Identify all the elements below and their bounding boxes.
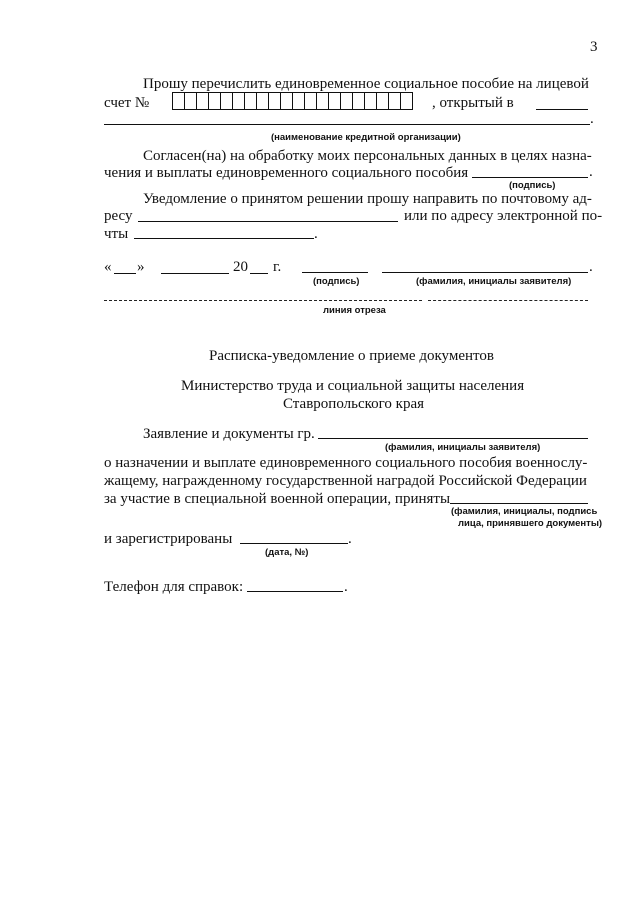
year-field[interactable] bbox=[250, 273, 268, 274]
cut-line-left bbox=[104, 300, 422, 301]
account-digit-box[interactable] bbox=[305, 92, 317, 110]
email-period: . bbox=[314, 226, 318, 242]
notice-line-2-mid: или по адресу электронной по- bbox=[404, 208, 603, 224]
receipt-body-1: о назначении и выплате единовременного социального пособия военнослу- bbox=[104, 455, 588, 471]
account-digit-box[interactable] bbox=[401, 92, 413, 110]
receipt-org-line-2: Ставропольского края bbox=[283, 396, 424, 412]
applicant-sign-caption: (подпись) bbox=[313, 276, 360, 287]
account-opened-in: , открытый в bbox=[432, 95, 514, 111]
account-digit-box[interactable] bbox=[221, 92, 233, 110]
receipt-registered: и зарегистрированы bbox=[104, 531, 233, 547]
notice-line-2-start: ресу bbox=[104, 208, 133, 224]
page-number: 3 bbox=[590, 39, 598, 55]
applicant-signature-field[interactable] bbox=[302, 272, 368, 273]
month-field[interactable] bbox=[161, 273, 229, 274]
account-digit-box[interactable] bbox=[197, 92, 209, 110]
receipt-accepter-caption-2: лица, принявшего документы) bbox=[458, 518, 603, 529]
applicant-name-field[interactable] bbox=[382, 272, 588, 273]
bank-caption: (наименование кредитной организации) bbox=[271, 132, 461, 143]
date-open-quote: « bbox=[104, 259, 112, 275]
account-digit-box[interactable] bbox=[209, 92, 221, 110]
receipt-registration-field[interactable] bbox=[240, 543, 348, 544]
notice-line-1: Уведомление о принятом решении прошу направить по почтовому ад- bbox=[143, 191, 592, 207]
receipt-phone-field[interactable] bbox=[247, 591, 343, 592]
bank-field-short[interactable] bbox=[536, 109, 588, 110]
postal-address-field[interactable] bbox=[138, 221, 398, 222]
receipt-phone-label: Телефон для справок: bbox=[104, 579, 244, 595]
account-digit-box[interactable] bbox=[245, 92, 257, 110]
account-digit-box[interactable] bbox=[281, 92, 293, 110]
consent-period: . bbox=[589, 164, 593, 180]
account-digit-box[interactable] bbox=[329, 92, 341, 110]
account-digit-box[interactable] bbox=[317, 92, 329, 110]
consent-signature-field[interactable] bbox=[472, 177, 588, 178]
account-digit-box[interactable] bbox=[353, 92, 365, 110]
receipt-applicant-field[interactable] bbox=[318, 438, 588, 439]
receipt-accepter-field[interactable] bbox=[450, 503, 588, 504]
bank-field-line[interactable] bbox=[104, 124, 590, 125]
email-field[interactable] bbox=[134, 238, 314, 239]
consent-line-1: Согласен(на) на обработку моих персональных данных в целях назна- bbox=[143, 148, 592, 164]
account-line-1: Прошу перечислить единовременное социальное пособие на лицевой bbox=[143, 76, 589, 92]
account-digit-box[interactable] bbox=[377, 92, 389, 110]
receipt-body-3: за участие в специальной военной операции, приняты bbox=[104, 491, 451, 507]
receipt-org-line-1: Министерство труда и социальной защиты населения bbox=[181, 378, 525, 394]
receipt-applicant-caption: (фамилия, инициалы заявителя) bbox=[385, 442, 541, 453]
receipt-body-2: жащему, награжденному государственной наградой Российской Федерации bbox=[104, 473, 587, 489]
date-close-quote: » bbox=[137, 259, 145, 275]
account-digit-box[interactable] bbox=[185, 92, 197, 110]
receipt-registered-period: . bbox=[348, 531, 352, 547]
year-suffix: г. bbox=[273, 259, 282, 275]
account-digit-box[interactable] bbox=[293, 92, 305, 110]
notice-line-3: чты bbox=[104, 226, 129, 242]
receipt-title: Расписка-уведомление о приеме документов bbox=[209, 348, 494, 364]
bank-field-period: . bbox=[590, 111, 594, 127]
day-field[interactable] bbox=[114, 273, 136, 274]
consent-sign-caption: (подпись) bbox=[509, 180, 556, 191]
account-digit-box[interactable] bbox=[269, 92, 281, 110]
account-prefix: счет № bbox=[104, 95, 150, 111]
account-digit-box[interactable] bbox=[257, 92, 269, 110]
receipt-phone-period: . bbox=[344, 579, 348, 595]
account-digit-box[interactable] bbox=[365, 92, 377, 110]
year-prefix: 20 bbox=[233, 259, 248, 275]
cut-line-right bbox=[428, 300, 588, 301]
account-digit-box[interactable] bbox=[233, 92, 245, 110]
receipt-registration-caption: (дата, №) bbox=[265, 547, 309, 558]
receipt-application-start: Заявление и документы гр. bbox=[143, 426, 315, 442]
account-number-boxes[interactable] bbox=[172, 92, 413, 110]
receipt-accepter-caption-1: (фамилия, инициалы, подпись bbox=[451, 506, 598, 517]
consent-line-2: чения и выплаты единовременного социального пособия bbox=[104, 165, 469, 181]
cut-line-caption: линия отреза bbox=[323, 305, 386, 316]
account-digit-box[interactable] bbox=[341, 92, 353, 110]
date-row-period: . bbox=[589, 259, 593, 275]
applicant-name-caption: (фамилия, инициалы заявителя) bbox=[416, 276, 572, 287]
account-digit-box[interactable] bbox=[389, 92, 401, 110]
account-digit-box[interactable] bbox=[172, 92, 185, 110]
